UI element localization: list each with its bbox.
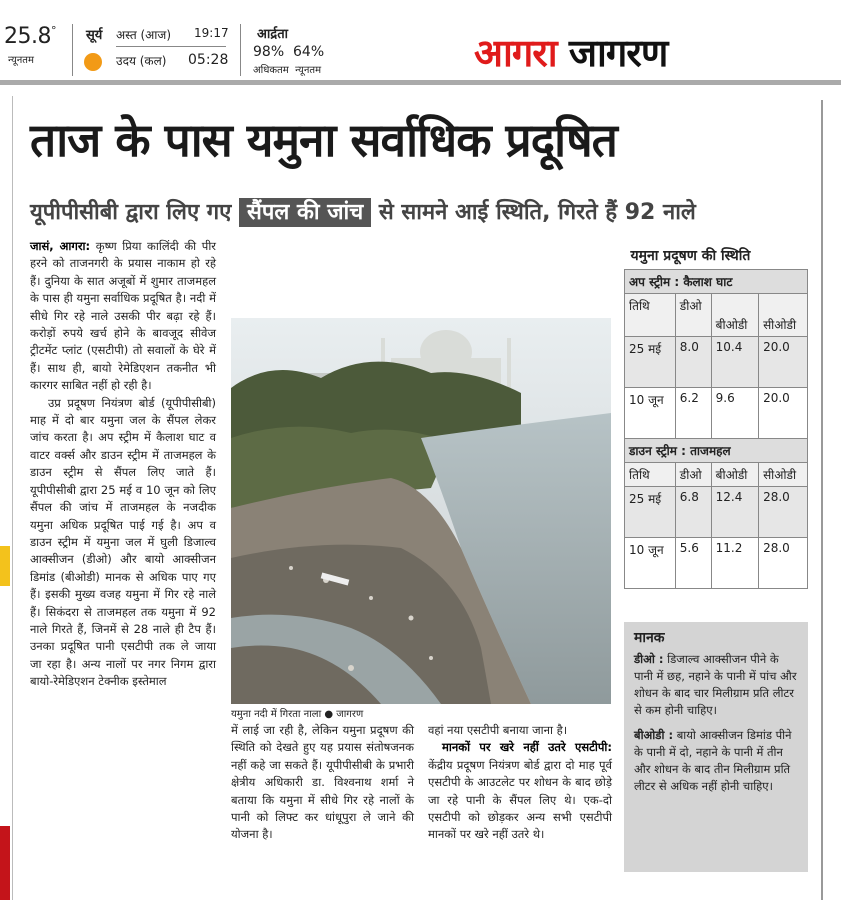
section-subhead: मानकों पर खरे नहीं उतरे एसटीपी: (442, 740, 612, 755)
article-column-2: में लाई जा रही है, लेकिन यमुना प्रदूषण की स्थिति को देखते हुए यह प्रयास संतोषजनक नहीं कहे जा सकते हैं। यूपीपीसीबी के प्रभारी क्षेत्रीय अधिकारी डा. विश्वनाथ शर्मा ने बताया कि यमुना में सीधे गिर रहे नालों के पानी को लिफ्ट कर धांधूपुरा ले जाने की योजना है। (231, 723, 414, 842)
article-column-1 (30, 238, 216, 691)
table-row (625, 337, 808, 388)
masthead-rule (0, 80, 841, 85)
temperature-unit: ° (50, 24, 56, 37)
sunset-time: 19:17 (194, 26, 229, 40)
adjacent-column-left (0, 96, 12, 900)
table-row (625, 487, 808, 538)
do-text: डिजाल्व आक्सीजन पीने के पानी में छह, नहाने के पानी में पांच और शोधन के बाद चार मिलीग्राम प्रति लीटर से कम होनी चाहिए। (634, 652, 797, 717)
subhead-highlight: सैंपल की जांच (239, 198, 371, 227)
header-do: डीओ (675, 463, 711, 487)
paragraph: उप्र प्रदूषण नियंत्रण बोर्ड (यूपीपीसीबी) माह में दो बार यमुना जल के सैंपल लेकर जांच करता है। अप स्ट्रीम में कैलाश घाट व वाटर वर्क्स और डाउन स्ट्रीम में ताजमहल के डाउन स्ट्रीम से सैंपल लिए जाते हैं। यूपीपीसीबी द्वारा 25 मई व 10 जून को लिए सैंपल की जांच में ताजमहल के नजदीक यमुना अधिक प्रदूषित पाई गई है। अप व डाउन स्ट्रीम में यमुना जल में घुली डिजाल्व आक्सीजन (डीओ) और बायो आक्सीजन डिमांड (बीओडी) मानक से अधिक पाए गए हैं। इसकी मुख्य वजह यमुना में गिर रहे नाले हैं। सिकंदरा से ताजमहल तक यमुना में 92 नाले गिरते हैं, जिनमें से 28 नाले ही टैप हैं। उनका प्रदूषित पानी एसटीपी तक ले जाया जा रहा है। अन्य नालों पर नगर निगम द्वारा बायो-रेमेडिएशन टेक्नीक इस्तेमाल (30, 395, 216, 689)
bod-label: बीओडी : (634, 728, 674, 742)
header-bod: बीओडी (711, 294, 758, 337)
table-cell: 5.6 (675, 538, 711, 589)
header-date: तिथि (625, 294, 676, 337)
subheadline (30, 196, 696, 226)
table-cell: 25 मई (625, 487, 676, 538)
do-label: डीओ : (634, 652, 664, 666)
humidity-label: आर्द्रता (257, 27, 288, 42)
header-date: तिथि (625, 463, 676, 487)
caption-text: यमुना नदी में गिरता नाला (231, 709, 322, 720)
photo-caption (231, 706, 363, 720)
table-row (625, 388, 808, 439)
adjacent-column-right (821, 100, 841, 900)
table-cell: 20.0 (759, 388, 808, 439)
table-cell: 6.2 (675, 388, 711, 439)
headline: ताज के पास यमुना सर्वाधिक प्रदूषित (30, 113, 617, 167)
humidity-values: 98% 64% (253, 44, 325, 60)
subhead-pre: यूपीपीसीबी द्वारा लिए गए (30, 200, 232, 225)
table-cell: 11.2 (711, 538, 758, 589)
temperature-label: न्यूनतम (8, 55, 34, 66)
logo-part-2: जागरण (568, 31, 668, 75)
standards-panel (624, 622, 808, 872)
table-cell: 20.0 (759, 337, 808, 388)
sunset-label: अस्त (आज) (116, 28, 172, 42)
header-cod: सीओडी (759, 294, 808, 337)
pollution-table (624, 242, 808, 589)
header-cod: सीओडी (759, 463, 808, 487)
table-cell: 6.8 (675, 487, 711, 538)
upstream-title: अप स्ट्रीम : कैलाश घाट (625, 270, 808, 294)
table-row (625, 538, 808, 589)
caption-credit: ● जागरण (324, 709, 364, 720)
table-cell: 28.0 (759, 538, 808, 589)
table-cell: 10.4 (711, 337, 758, 388)
table-cell: 9.6 (711, 388, 758, 439)
logo-part-1: आगरा (474, 31, 557, 75)
temperature-value: 25.8° (4, 24, 56, 49)
table-cell: 25 मई (625, 337, 676, 388)
newspaper-logo (474, 26, 667, 78)
divider (72, 24, 73, 76)
article-column-3 (428, 722, 612, 844)
sun-label: सूर्य (86, 28, 103, 43)
table-cell: 28.0 (759, 487, 808, 538)
header-do: डीओ (675, 294, 711, 337)
divider (116, 46, 226, 47)
standards-title: मानक (634, 630, 665, 646)
table-title: यमुना प्रदूषण की स्थिति (625, 242, 808, 270)
table-cell: 8.0 (675, 337, 711, 388)
table-header-row (625, 463, 808, 487)
humidity-sub-label: अधिकतम न्यूनतम (253, 65, 322, 76)
paragraph: वहां नया एसटीपी बनाया जाना है। (428, 723, 568, 737)
sun-icon (84, 53, 102, 71)
sunrise-label: उदय (कल) (116, 54, 167, 68)
river-photo (231, 318, 611, 704)
table-cell: 10 जून (625, 538, 676, 589)
table-header-row (625, 294, 808, 337)
table-cell: 10 जून (625, 388, 676, 439)
subhead-post: से सामने आई स्थिति, गिरते हैं 92 नाले (378, 200, 696, 225)
table-cell: 12.4 (711, 487, 758, 538)
sunrise-time: 05:28 (188, 52, 229, 68)
dateline: जासं, आगरा: (30, 239, 91, 253)
bod-text: बायो आक्सीजन डिमांड पीने के पानी में दो, नहाने के पानी में तीन और शोधन के बाद तीन मिलीग्राम प्रति लीटर से अधिक नहीं होनी चाहिए। (634, 728, 792, 793)
downstream-title: डाउन स्ट्रीम : ताजमहल (625, 439, 808, 463)
paragraph: कृष्ण प्रिया कालिंदी की पीर हरने को ताजनगरी के प्रयास नाकाम हो रहे हैं। दुनिया के सात अजूबों में शुमार ताजमहल के पास ही यमुना सर्वाधिक प्रदूषित है। नदी में सीधे गिर रहे नाले उसकी पीर बढ़ा रहे हैं। करोड़ों रुपये खर्च होने के बावजूद सीवेज ट्रीटमेंट प्लांट (एसटीपी) तो सवालों के घेरे में हैं। साथ ही, बायो रेमेडिएशन तकनीत भी कारगर साबित नहीं हो रही है। (30, 239, 217, 393)
header-bod: बीओडी (711, 463, 758, 487)
paragraph: केंद्रीय प्रदूषण नियंत्रण बोर्ड द्वारा दो माह पूर्व एसटीपी के आउटलेट पर शोधन के बाद छोड़े जा रहे पानी के सैंपल लिए थे। एक-दो एसटीपी को छोड़कर अन्य सभी एसटीपी मानकों पर खरे नहीं उतरे थे। (428, 757, 612, 842)
divider (240, 24, 241, 76)
